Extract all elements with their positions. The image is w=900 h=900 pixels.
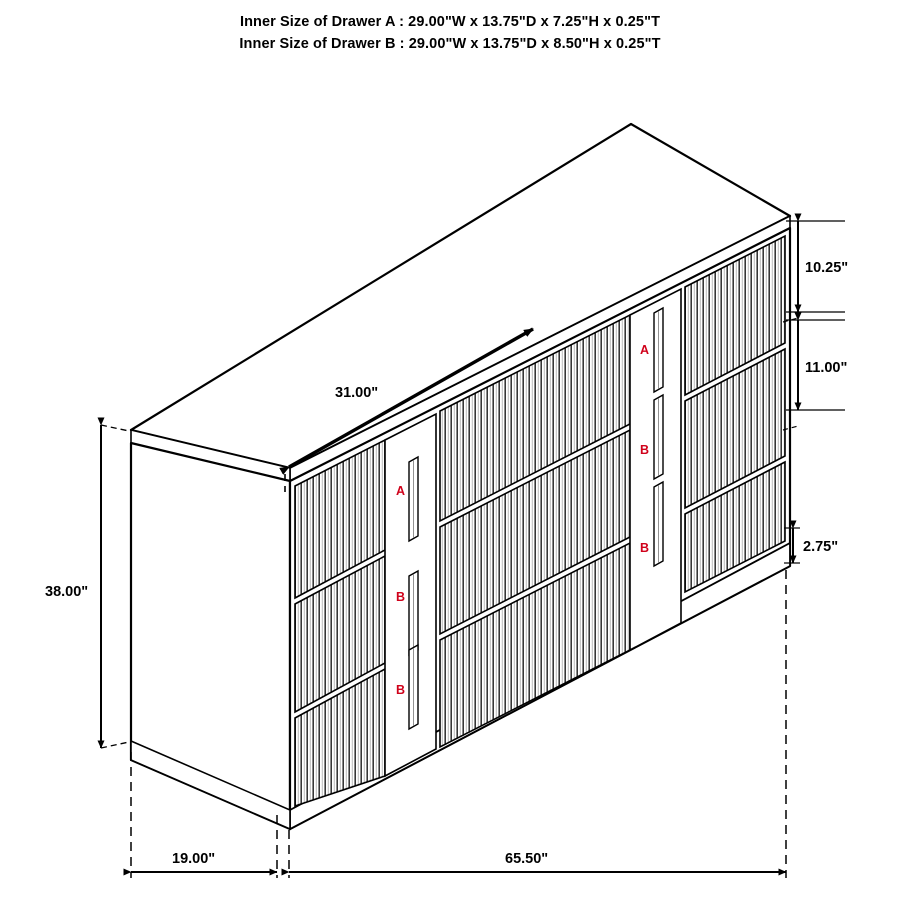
dim-depth-31-label: 31.00" bbox=[335, 385, 379, 401]
label-right-drawer-b1: B bbox=[640, 443, 650, 457]
drawer-a-inner-size-note: Inner Size of Drawer A : 29.00"W x 13.75"D x 7.25"H x 0.25"T bbox=[239, 14, 661, 30]
handle-right-a[interactable] bbox=[654, 308, 663, 392]
left-drawer-stack bbox=[295, 440, 385, 806]
right-drawer-stack bbox=[685, 236, 785, 592]
handle-left-b2[interactable] bbox=[409, 645, 418, 729]
label-left-drawer-b2: B bbox=[396, 683, 406, 697]
label-right-drawer-b2: B bbox=[640, 541, 650, 555]
handle-right-b1[interactable] bbox=[654, 395, 663, 479]
dim-middle-section-label: 11.00" bbox=[805, 360, 848, 376]
dim-height-38-label: 38.00" bbox=[45, 584, 89, 600]
dim-top-section-label: 10.25" bbox=[805, 260, 849, 276]
handle-left-b1[interactable] bbox=[409, 571, 418, 655]
drawer-b-inner-size-note: Inner Size of Drawer B : 29.00"W x 13.75"D x 8.50"H x 0.25"T bbox=[239, 36, 661, 52]
handle-right-b2[interactable] bbox=[654, 482, 663, 566]
label-left-drawer-b1: B bbox=[396, 590, 406, 604]
label-left-drawer-a: A bbox=[396, 484, 406, 498]
dim-width-label: 65.50" bbox=[505, 851, 549, 867]
dim-base-label: 2.75" bbox=[803, 539, 839, 555]
cabinet-body bbox=[131, 124, 790, 829]
handle-left-a[interactable] bbox=[409, 457, 418, 541]
dim-height-38 bbox=[101, 425, 129, 748]
label-right-drawer-a: A bbox=[640, 343, 650, 357]
dim-side-depth-label: 19.00" bbox=[172, 851, 216, 867]
